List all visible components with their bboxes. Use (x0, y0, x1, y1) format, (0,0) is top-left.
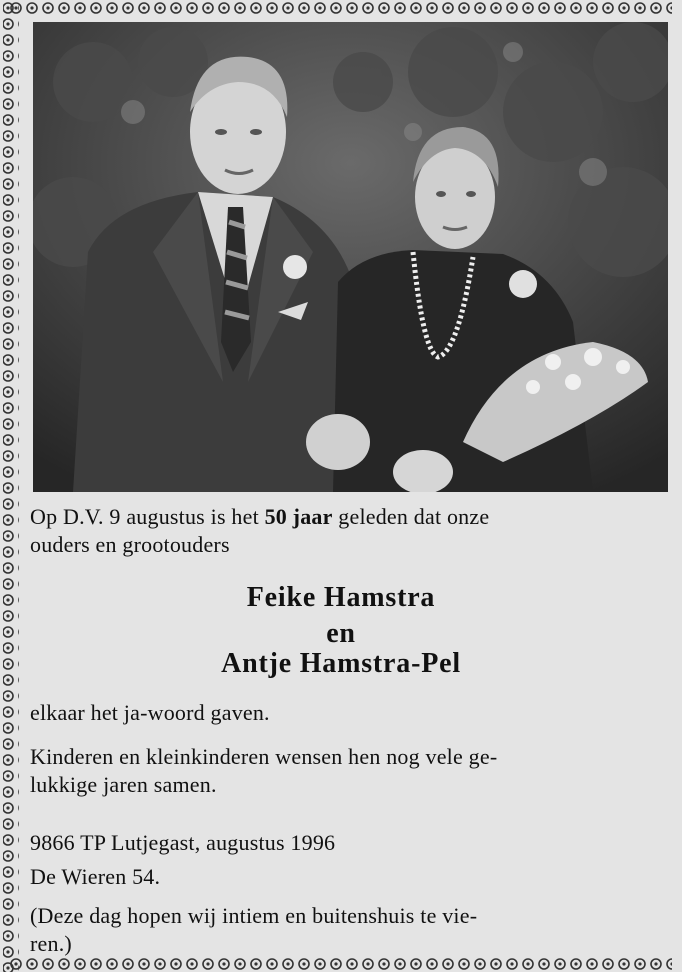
address-line-2: De Wieren 54. (30, 864, 161, 889)
ornamental-border-left (0, 0, 22, 972)
ornamental-border-top (8, 0, 672, 20)
address-line-1: 9866 TP Lutjegast, augustus 1996 (30, 830, 336, 855)
intro-line-2: ouders en grootouders (30, 532, 230, 557)
connector-text: en (326, 618, 356, 649)
wish-line-2: lukkige jaren samen. (30, 772, 217, 797)
vows-line: elkaar het ja-woord gaven. (30, 700, 270, 725)
anniversary-years: 50 jaar (264, 504, 333, 529)
wish-line-1: Kinderen en kleinkinderen wensen hen nog vele ge- (30, 744, 498, 769)
note-line-2: ren.) (30, 931, 72, 956)
couple-photo (33, 22, 668, 492)
note-line-1: (Deze dag hopen wij intiem en buitenshuis te vie- (30, 903, 478, 928)
ornamental-border-bottom (8, 956, 672, 972)
bride-name: Antje Hamstra-Pel (221, 648, 461, 679)
groom-name: Feike Hamstra (246, 582, 436, 613)
intro-line-1: Op D.V. 9 augustus is het 50 jaar geleden dat onze (30, 504, 490, 529)
